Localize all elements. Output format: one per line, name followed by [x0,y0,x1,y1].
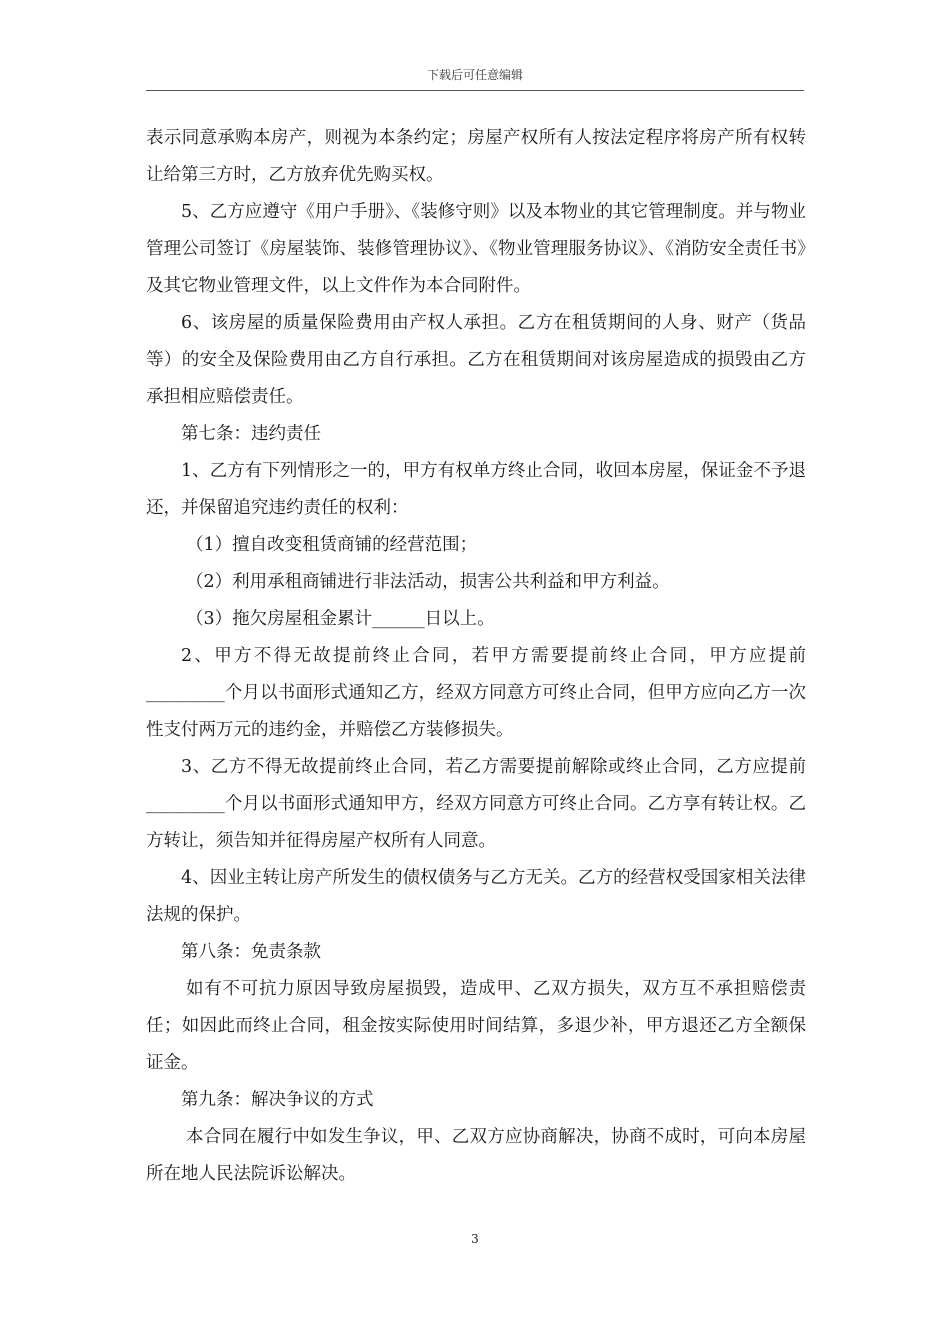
article-7-item-2: （2）利用承租商铺进行非法活动，损害公共利益和甲方利益。 [186,572,670,592]
article-9-heading: 第九条：解决争议的方式 [181,1090,374,1110]
article-7-clause-4: 4、因业主转让房产所发生的债权债务与乙方无关。乙方的经营权受国家相关法律法规的保护。 [146,868,806,925]
paragraph-continuation: 表示同意承购本房产，则视为本条约定；房屋产权所有人按法定程序将房产所有权转让给第三方时，乙方放弃优先购买权。 [146,128,806,185]
article-8-text: 如有不可抗力原因导致房屋损毁，造成甲、乙双方损失，双方互不承担赔偿责任；如因此而终止合同，租金按实际使用时间结算，多退少补，甲方退还乙方全额保证金。 [146,979,806,1073]
document-body [146,120,806,1193]
header-divider [146,90,804,91]
page-header: 下载后可任意编辑 [426,68,523,82]
article-8-heading: 第八条：免责条款 [181,942,321,962]
clause-5: 5、乙方应遵守《用户手册》、《装修守则》以及本物业的其它管理制度。并与物业管理公司签订《房屋装饰、装修管理协议》、《物业管理服务协议》、《消防安全责任书》及其它物业管理文件，以上文件作为本合同附件。 [146,202,806,296]
article-7-item-3: （3）拖欠房屋租金累计______日以上。 [186,609,495,629]
article-7-clause-1: 1、乙方有下列情形之一的，甲方有权单方终止合同，收回本房屋，保证金不予退还，并保留追究违约责任的权利： [146,461,806,518]
article-7-heading: 第七条：违约责任 [181,424,321,444]
article-7-clause-2: 2、甲方不得无故提前终止合同，若甲方需要提前终止合同，甲方应提前_________个月以书面形式通知乙方，经双方同意方可终止合同，但甲方应向乙方一次性支付两万元的违约金，并赔偿乙方装修损失。 [146,646,806,740]
clause-6: 6、该房屋的质量保险费用由产权人承担。乙方在租赁期间的人身、财产（货品等）的安全及保险费用由乙方自行承担。乙方在租赁期间对该房屋造成的损毁由乙方承担相应赔偿责任。 [146,313,806,407]
article-7-clause-3: 3、乙方不得无故提前终止合同，若乙方需要提前解除或终止合同，乙方应提前_________个月以书面形式通知甲方，经双方同意方可终止合同。乙方享有转让权。乙方转让，须告知并征得房屋产权所有人同意。 [146,757,806,851]
article-7-item-1: （1）擅自改变租赁商铺的经营范围； [186,535,478,555]
article-9-text: 本合同在履行中如发生争议，甲、乙双方应协商解决，协商不成时，可向本房屋所在地人民法院诉讼解决。 [146,1127,806,1184]
page-number: 3 [471,1232,479,1246]
